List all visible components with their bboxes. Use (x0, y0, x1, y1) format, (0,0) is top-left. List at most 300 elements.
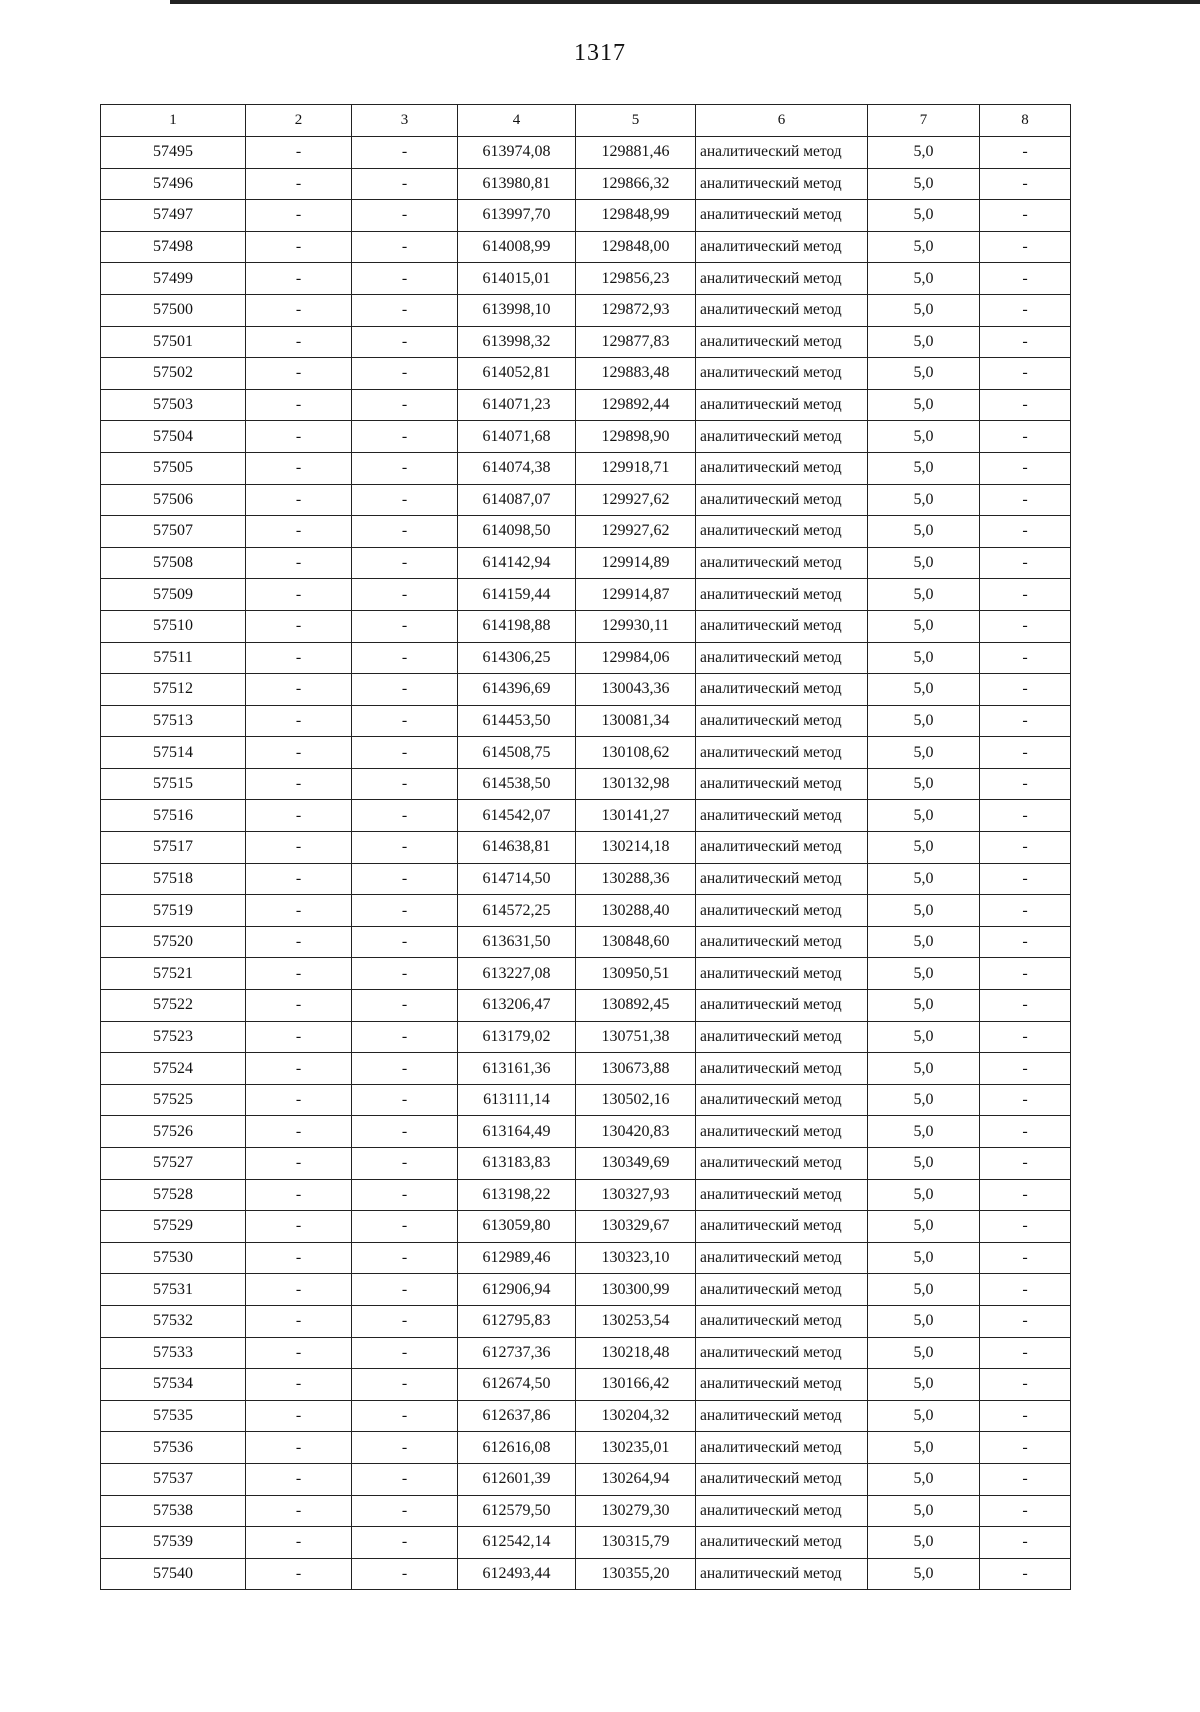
col8-cell: - (980, 1274, 1071, 1306)
accuracy-cell: 5,0 (868, 231, 980, 263)
col3-cell: - (352, 800, 458, 832)
col3-cell: - (352, 1495, 458, 1527)
accuracy-cell: 5,0 (868, 484, 980, 516)
x-coordinate-cell: 612579,50 (458, 1495, 576, 1527)
y-coordinate-cell: 129848,99 (576, 200, 696, 232)
table-row (101, 895, 1071, 927)
col3-cell: - (352, 579, 458, 611)
table-row (101, 1084, 1071, 1116)
col2-cell: - (246, 1116, 352, 1148)
point-number-cell: 57515 (101, 768, 246, 800)
col3-cell: - (352, 1274, 458, 1306)
accuracy-cell: 5,0 (868, 705, 980, 737)
y-coordinate-cell: 130081,34 (576, 705, 696, 737)
col8-cell: - (980, 200, 1071, 232)
col2-cell: - (246, 958, 352, 990)
method-cell: аналитический метод (696, 737, 868, 769)
x-coordinate-cell: 614142,94 (458, 547, 576, 579)
method-cell: аналитический метод (696, 389, 868, 421)
col3-cell: - (352, 326, 458, 358)
col2-cell: - (246, 737, 352, 769)
col3-cell: - (352, 263, 458, 295)
col3-cell: - (352, 642, 458, 674)
y-coordinate-cell: 130141,27 (576, 800, 696, 832)
col3-cell: - (352, 1242, 458, 1274)
y-coordinate-cell: 130502,16 (576, 1084, 696, 1116)
col2-cell: - (246, 168, 352, 200)
col8-cell: - (980, 1400, 1071, 1432)
accuracy-cell: 5,0 (868, 958, 980, 990)
x-coordinate-cell: 614159,44 (458, 579, 576, 611)
point-number-cell: 57531 (101, 1274, 246, 1306)
col2-cell: - (246, 674, 352, 706)
col8-cell: - (980, 1369, 1071, 1401)
col3-cell: - (352, 705, 458, 737)
col3-cell: - (352, 863, 458, 895)
col3-cell: - (352, 990, 458, 1022)
col2-cell: - (246, 863, 352, 895)
accuracy-cell: 5,0 (868, 642, 980, 674)
accuracy-cell: 5,0 (868, 1053, 980, 1085)
col8-cell: - (980, 1337, 1071, 1369)
table-row (101, 547, 1071, 579)
accuracy-cell: 5,0 (868, 516, 980, 548)
table-row (101, 958, 1071, 990)
col2-cell: - (246, 1495, 352, 1527)
table-row (101, 1463, 1071, 1495)
column-header: 5 (576, 105, 696, 137)
col2-cell: - (246, 1211, 352, 1243)
table-row (101, 768, 1071, 800)
accuracy-cell: 5,0 (868, 1527, 980, 1559)
col2-cell: - (246, 1400, 352, 1432)
x-coordinate-cell: 614052,81 (458, 358, 576, 390)
col8-cell: - (980, 579, 1071, 611)
accuracy-cell: 5,0 (868, 1558, 980, 1590)
accuracy-cell: 5,0 (868, 1179, 980, 1211)
point-number-cell: 57539 (101, 1527, 246, 1559)
col3-cell: - (352, 1211, 458, 1243)
x-coordinate-cell: 613974,08 (458, 137, 576, 169)
col2-cell: - (246, 579, 352, 611)
col2-cell: - (246, 832, 352, 864)
col8-cell: - (980, 137, 1071, 169)
accuracy-cell: 5,0 (868, 1432, 980, 1464)
column-header: 7 (868, 105, 980, 137)
col2-cell: - (246, 137, 352, 169)
point-number-cell: 57501 (101, 326, 246, 358)
y-coordinate-cell: 130288,36 (576, 863, 696, 895)
table-row (101, 1527, 1071, 1559)
table-row (101, 1400, 1071, 1432)
point-number-cell: 57536 (101, 1432, 246, 1464)
accuracy-cell: 5,0 (868, 674, 980, 706)
accuracy-cell: 5,0 (868, 137, 980, 169)
col8-cell: - (980, 326, 1071, 358)
x-coordinate-cell: 612601,39 (458, 1463, 576, 1495)
col8-cell: - (980, 926, 1071, 958)
table-row (101, 1053, 1071, 1085)
table-row (101, 1116, 1071, 1148)
col3-cell: - (352, 1053, 458, 1085)
y-coordinate-cell: 130288,40 (576, 895, 696, 927)
y-coordinate-cell: 129918,71 (576, 452, 696, 484)
x-coordinate-cell: 612906,94 (458, 1274, 576, 1306)
col8-cell: - (980, 1558, 1071, 1590)
table-row (101, 294, 1071, 326)
point-number-cell: 57517 (101, 832, 246, 864)
col2-cell: - (246, 484, 352, 516)
col8-cell: - (980, 263, 1071, 295)
x-coordinate-cell: 613059,80 (458, 1211, 576, 1243)
col3-cell: - (352, 137, 458, 169)
col3-cell: - (352, 484, 458, 516)
col2-cell: - (246, 421, 352, 453)
x-coordinate-cell: 613164,49 (458, 1116, 576, 1148)
point-number-cell: 57498 (101, 231, 246, 263)
x-coordinate-cell: 612542,14 (458, 1527, 576, 1559)
y-coordinate-cell: 129877,83 (576, 326, 696, 358)
col3-cell: - (352, 1337, 458, 1369)
y-coordinate-cell: 130327,93 (576, 1179, 696, 1211)
method-cell: аналитический метод (696, 895, 868, 927)
method-cell: аналитический метод (696, 1053, 868, 1085)
x-coordinate-cell: 614714,50 (458, 863, 576, 895)
col3-cell: - (352, 737, 458, 769)
table-row (101, 863, 1071, 895)
point-number-cell: 57505 (101, 452, 246, 484)
y-coordinate-cell: 130218,48 (576, 1337, 696, 1369)
accuracy-cell: 5,0 (868, 326, 980, 358)
col8-cell: - (980, 516, 1071, 548)
col2-cell: - (246, 1337, 352, 1369)
x-coordinate-cell: 614542,07 (458, 800, 576, 832)
col3-cell: - (352, 832, 458, 864)
table-row (101, 1021, 1071, 1053)
method-cell: аналитический метод (696, 1400, 868, 1432)
col3-cell: - (352, 674, 458, 706)
method-cell: аналитический метод (696, 326, 868, 358)
point-number-cell: 57534 (101, 1369, 246, 1401)
table-row (101, 263, 1071, 295)
header-row (101, 105, 1071, 137)
col8-cell: - (980, 358, 1071, 390)
col2-cell: - (246, 1274, 352, 1306)
table-row (101, 421, 1071, 453)
y-coordinate-cell: 130166,42 (576, 1369, 696, 1401)
method-cell: аналитический метод (696, 294, 868, 326)
col8-cell: - (980, 231, 1071, 263)
col8-cell: - (980, 168, 1071, 200)
col3-cell: - (352, 358, 458, 390)
table-row (101, 1179, 1071, 1211)
method-cell: аналитический метод (696, 863, 868, 895)
method-cell: аналитический метод (696, 642, 868, 674)
method-cell: аналитический метод (696, 1116, 868, 1148)
col2-cell: - (246, 231, 352, 263)
column-header: 8 (980, 105, 1071, 137)
col3-cell: - (352, 926, 458, 958)
point-number-cell: 57516 (101, 800, 246, 832)
accuracy-cell: 5,0 (868, 1021, 980, 1053)
y-coordinate-cell: 130349,69 (576, 1148, 696, 1180)
point-number-cell: 57514 (101, 737, 246, 769)
col8-cell: - (980, 737, 1071, 769)
table-row (101, 137, 1071, 169)
col2-cell: - (246, 1463, 352, 1495)
col3-cell: - (352, 1084, 458, 1116)
x-coordinate-cell: 614071,68 (458, 421, 576, 453)
col8-cell: - (980, 895, 1071, 927)
col8-cell: - (980, 610, 1071, 642)
table-row (101, 1337, 1071, 1369)
accuracy-cell: 5,0 (868, 389, 980, 421)
col8-cell: - (980, 1463, 1071, 1495)
method-cell: аналитический метод (696, 421, 868, 453)
method-cell: аналитический метод (696, 1148, 868, 1180)
table-row (101, 1495, 1071, 1527)
accuracy-cell: 5,0 (868, 579, 980, 611)
accuracy-cell: 5,0 (868, 1369, 980, 1401)
table-row (101, 642, 1071, 674)
method-cell: аналитический метод (696, 705, 868, 737)
table-row (101, 516, 1071, 548)
y-coordinate-cell: 130315,79 (576, 1527, 696, 1559)
point-number-cell: 57529 (101, 1211, 246, 1243)
y-coordinate-cell: 130323,10 (576, 1242, 696, 1274)
col8-cell: - (980, 294, 1071, 326)
point-number-cell: 57520 (101, 926, 246, 958)
method-cell: аналитический метод (696, 1463, 868, 1495)
point-number-cell: 57500 (101, 294, 246, 326)
col8-cell: - (980, 547, 1071, 579)
x-coordinate-cell: 614074,38 (458, 452, 576, 484)
y-coordinate-cell: 130329,67 (576, 1211, 696, 1243)
x-coordinate-cell: 613998,10 (458, 294, 576, 326)
accuracy-cell: 5,0 (868, 863, 980, 895)
point-number-cell: 57523 (101, 1021, 246, 1053)
y-coordinate-cell: 130300,99 (576, 1274, 696, 1306)
method-cell: аналитический метод (696, 137, 868, 169)
method-cell: аналитический метод (696, 674, 868, 706)
col2-cell: - (246, 705, 352, 737)
table-row (101, 579, 1071, 611)
x-coordinate-cell: 612637,86 (458, 1400, 576, 1432)
y-coordinate-cell: 130043,36 (576, 674, 696, 706)
point-number-cell: 57527 (101, 1148, 246, 1180)
col8-cell: - (980, 863, 1071, 895)
x-coordinate-cell: 613980,81 (458, 168, 576, 200)
x-coordinate-cell: 612493,44 (458, 1558, 576, 1590)
col2-cell: - (246, 1305, 352, 1337)
col2-cell: - (246, 926, 352, 958)
col2-cell: - (246, 1021, 352, 1053)
coordinates-table-container (100, 104, 1070, 1590)
x-coordinate-cell: 614098,50 (458, 516, 576, 548)
method-cell: аналитический метод (696, 452, 868, 484)
col8-cell: - (980, 800, 1071, 832)
point-number-cell: 57509 (101, 579, 246, 611)
x-coordinate-cell: 612989,46 (458, 1242, 576, 1274)
method-cell: аналитический метод (696, 579, 868, 611)
col2-cell: - (246, 1242, 352, 1274)
y-coordinate-cell: 129866,32 (576, 168, 696, 200)
accuracy-cell: 5,0 (868, 1116, 980, 1148)
method-cell: аналитический метод (696, 516, 868, 548)
y-coordinate-cell: 129881,46 (576, 137, 696, 169)
table-row (101, 800, 1071, 832)
point-number-cell: 57533 (101, 1337, 246, 1369)
method-cell: аналитический метод (696, 1337, 868, 1369)
method-cell: аналитический метод (696, 958, 868, 990)
col2-cell: - (246, 1053, 352, 1085)
table-row (101, 1242, 1071, 1274)
point-number-cell: 57497 (101, 200, 246, 232)
point-number-cell: 57506 (101, 484, 246, 516)
column-header: 6 (696, 105, 868, 137)
coordinates-table (100, 104, 1071, 1590)
col2-cell: - (246, 1179, 352, 1211)
point-number-cell: 57521 (101, 958, 246, 990)
point-number-cell: 57512 (101, 674, 246, 706)
y-coordinate-cell: 130950,51 (576, 958, 696, 990)
col8-cell: - (980, 642, 1071, 674)
x-coordinate-cell: 612795,83 (458, 1305, 576, 1337)
y-coordinate-cell: 130279,30 (576, 1495, 696, 1527)
method-cell: аналитический метод (696, 1021, 868, 1053)
accuracy-cell: 5,0 (868, 358, 980, 390)
y-coordinate-cell: 129872,93 (576, 294, 696, 326)
col2-cell: - (246, 1148, 352, 1180)
accuracy-cell: 5,0 (868, 990, 980, 1022)
y-coordinate-cell: 129856,23 (576, 263, 696, 295)
method-cell: аналитический метод (696, 1432, 868, 1464)
table-row (101, 1369, 1071, 1401)
accuracy-cell: 5,0 (868, 832, 980, 864)
y-coordinate-cell: 129892,44 (576, 389, 696, 421)
y-coordinate-cell: 130253,54 (576, 1305, 696, 1337)
col8-cell: - (980, 1527, 1071, 1559)
y-coordinate-cell: 129848,00 (576, 231, 696, 263)
table-row (101, 484, 1071, 516)
method-cell: аналитический метод (696, 610, 868, 642)
col2-cell: - (246, 389, 352, 421)
accuracy-cell: 5,0 (868, 1148, 980, 1180)
col8-cell: - (980, 990, 1071, 1022)
point-number-cell: 57502 (101, 358, 246, 390)
y-coordinate-cell: 130204,32 (576, 1400, 696, 1432)
table-row (101, 1211, 1071, 1243)
y-coordinate-cell: 130892,45 (576, 990, 696, 1022)
col2-cell: - (246, 547, 352, 579)
col3-cell: - (352, 168, 458, 200)
point-number-cell: 57530 (101, 1242, 246, 1274)
table-row (101, 1558, 1071, 1590)
accuracy-cell: 5,0 (868, 200, 980, 232)
x-coordinate-cell: 614008,99 (458, 231, 576, 263)
accuracy-cell: 5,0 (868, 1337, 980, 1369)
y-coordinate-cell: 129883,48 (576, 358, 696, 390)
y-coordinate-cell: 129898,90 (576, 421, 696, 453)
x-coordinate-cell: 614453,50 (458, 705, 576, 737)
y-coordinate-cell: 129930,11 (576, 610, 696, 642)
x-coordinate-cell: 614015,01 (458, 263, 576, 295)
col8-cell: - (980, 484, 1071, 516)
col3-cell: - (352, 1369, 458, 1401)
accuracy-cell: 5,0 (868, 168, 980, 200)
col3-cell: - (352, 768, 458, 800)
col8-cell: - (980, 1242, 1071, 1274)
x-coordinate-cell: 612737,36 (458, 1337, 576, 1369)
col2-cell: - (246, 642, 352, 674)
col8-cell: - (980, 1432, 1071, 1464)
point-number-cell: 57504 (101, 421, 246, 453)
x-coordinate-cell: 614396,69 (458, 674, 576, 706)
x-coordinate-cell: 613631,50 (458, 926, 576, 958)
x-coordinate-cell: 614538,50 (458, 768, 576, 800)
col3-cell: - (352, 294, 458, 326)
table-row (101, 1148, 1071, 1180)
method-cell: аналитический метод (696, 1527, 868, 1559)
accuracy-cell: 5,0 (868, 547, 980, 579)
table-row (101, 674, 1071, 706)
x-coordinate-cell: 613997,70 (458, 200, 576, 232)
method-cell: аналитический метод (696, 547, 868, 579)
col3-cell: - (352, 895, 458, 927)
col2-cell: - (246, 516, 352, 548)
table-row (101, 452, 1071, 484)
col2-cell: - (246, 768, 352, 800)
col8-cell: - (980, 958, 1071, 990)
accuracy-cell: 5,0 (868, 452, 980, 484)
accuracy-cell: 5,0 (868, 1211, 980, 1243)
table-header (101, 105, 1071, 137)
method-cell: аналитический метод (696, 1211, 868, 1243)
point-number-cell: 57513 (101, 705, 246, 737)
y-coordinate-cell: 130264,94 (576, 1463, 696, 1495)
method-cell: аналитический метод (696, 1242, 868, 1274)
y-coordinate-cell: 129914,87 (576, 579, 696, 611)
col3-cell: - (352, 1116, 458, 1148)
x-coordinate-cell: 613998,32 (458, 326, 576, 358)
method-cell: аналитический метод (696, 1495, 868, 1527)
accuracy-cell: 5,0 (868, 263, 980, 295)
col3-cell: - (352, 1400, 458, 1432)
method-cell: аналитический метод (696, 926, 868, 958)
col3-cell: - (352, 389, 458, 421)
x-coordinate-cell: 613111,14 (458, 1084, 576, 1116)
y-coordinate-cell: 130355,20 (576, 1558, 696, 1590)
table-row (101, 231, 1071, 263)
x-coordinate-cell: 613206,47 (458, 990, 576, 1022)
col2-cell: - (246, 1369, 352, 1401)
point-number-cell: 57538 (101, 1495, 246, 1527)
col2-cell: - (246, 263, 352, 295)
col3-cell: - (352, 1527, 458, 1559)
method-cell: аналитический метод (696, 1274, 868, 1306)
x-coordinate-cell: 614087,07 (458, 484, 576, 516)
point-number-cell: 57507 (101, 516, 246, 548)
point-number-cell: 57503 (101, 389, 246, 421)
method-cell: аналитический метод (696, 768, 868, 800)
col2-cell: - (246, 326, 352, 358)
method-cell: аналитический метод (696, 263, 868, 295)
accuracy-cell: 5,0 (868, 895, 980, 927)
x-coordinate-cell: 612616,08 (458, 1432, 576, 1464)
col2-cell: - (246, 610, 352, 642)
top-border-line (170, 0, 1200, 4)
accuracy-cell: 5,0 (868, 926, 980, 958)
